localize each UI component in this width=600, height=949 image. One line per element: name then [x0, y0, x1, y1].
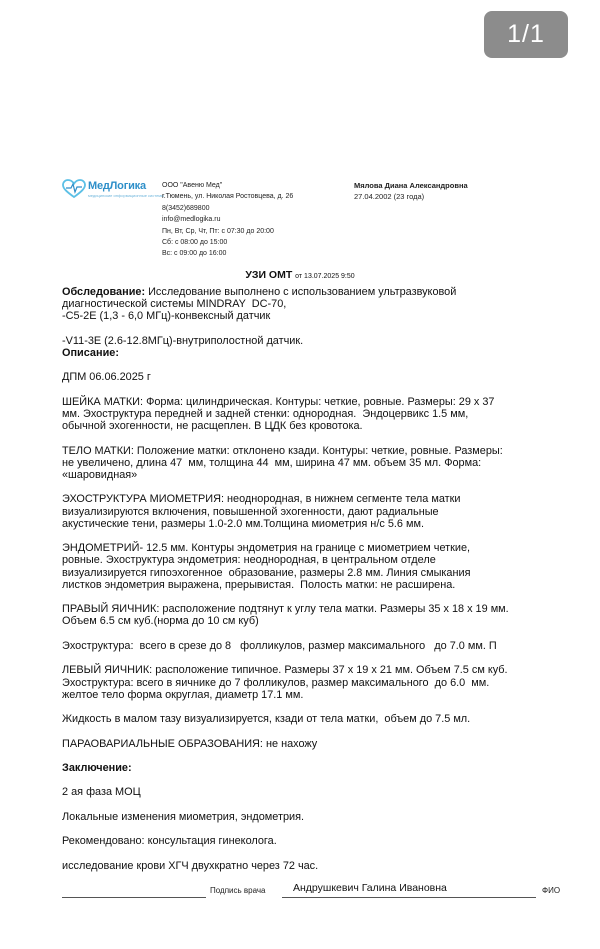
report-line [62, 445, 562, 457]
clinic-info [162, 180, 293, 260]
report-line-text: -C5-2E (1,3 - 6,0 МГц)-конвексный датчик [62, 310, 271, 323]
report-line-text: листков эндометрия выражена, прерывистая. Полость матки: не расширена. [62, 578, 456, 591]
clinic-info-line: Вс: с 09:00 до 16:00 [162, 250, 227, 258]
doctor-name: Андрушкевич Галина Ивановна [293, 882, 447, 894]
report-line-text: Локальные изменения миометрия, эндометрия. [62, 810, 305, 823]
doctor-name-line [282, 897, 536, 898]
report-line [62, 786, 562, 798]
patient-name: Мялова Диана Александровна [354, 181, 468, 190]
report-line-text: ШЕЙКА МАТКИ: Форма: цилиндрическая. Контуры: четкие, ровные. Размеры: 29 х 37 [62, 395, 495, 408]
logo-name: МедЛогика [88, 180, 146, 192]
report-line-text: Жидкость в малом тазу визуализируется, кзади от тела матки, объем до 7.5 мл. [62, 713, 471, 726]
patient-dob: 27.04.2002 (23 года) [354, 192, 425, 202]
report-line [62, 701, 562, 713]
report-line [62, 652, 562, 664]
report-date: от 13.07.2025 9:50 [295, 273, 355, 280]
report-line-text: Рекомендовано: консультация гинеколога. [62, 835, 277, 848]
report-line-text: визуализируются включения, повышенной эхогенности, дают радиальные [62, 505, 439, 518]
report-body [62, 286, 562, 872]
report-line [62, 396, 562, 408]
report-line [62, 481, 562, 493]
report-line [62, 347, 562, 359]
report-line-text: желтое тело форма округлая, диаметр 17.1 мм. [62, 688, 304, 701]
report-line [62, 799, 562, 811]
report-line [62, 811, 562, 823]
report-line [62, 847, 562, 859]
heart-logo-icon [62, 179, 86, 199]
report-line [62, 725, 562, 737]
report-line [62, 359, 562, 371]
section-label: Описание: [62, 347, 119, 360]
clinic-logo [62, 178, 164, 202]
report-line-text: ЛЕВЫЙ ЯИЧНИК: расположение типичное. Размеры 37 х 19 х 21 мм. Объем 7.5 см куб. [62, 664, 508, 677]
report-line [62, 518, 562, 530]
report-line [62, 823, 562, 835]
report-line-text: обычной эхогенности, не расщеплен. В ЦДК без кровотока. [62, 420, 363, 433]
clinic-info-line: Сб: с 08:00 до 15:00 [162, 239, 228, 247]
report-line [62, 567, 562, 579]
report-line [62, 762, 562, 774]
report-line [62, 335, 562, 347]
report-line [62, 469, 562, 481]
report-title [0, 269, 600, 281]
report-line-text: ТЕЛО МАТКИ: Положение матки: отклонено кзади. Контуры: четкие, ровные. Размеры: [62, 444, 503, 457]
report-line [62, 310, 562, 322]
report-line [62, 713, 562, 725]
page-indicator: 1/1 [484, 11, 568, 58]
report-line [62, 384, 562, 396]
report-line [62, 603, 562, 615]
report-line [62, 408, 562, 420]
report-line-text: -V11-3E (2.6-12.8МГц)-внутриполостной датчик. [62, 334, 304, 347]
report-line [62, 835, 562, 847]
fio-label: ФИО [542, 886, 561, 895]
signature-label: Подпись врача [210, 886, 266, 895]
report-line [62, 457, 562, 469]
report-line-text: Эхоструктура: всего в срезе до 8 фолликулов, размер максимального до 7.0 мм. П [62, 639, 497, 652]
report-line [62, 371, 562, 383]
report-line [62, 774, 562, 786]
report-line [62, 542, 562, 554]
report-line [62, 750, 562, 762]
report-line [62, 530, 562, 542]
report-line-text: ПАРАОВАРИАЛЬНЫЕ ОБРАЗОВАНИЯ: не нахожу [62, 737, 318, 750]
report-line-text: не увеличено, длина 47 мм, толщина 44 мм, ширина 47 мм. объем 35 мл. Форма: [62, 456, 482, 469]
report-line [62, 298, 562, 310]
section-label: Обследование: [62, 286, 146, 298]
report-line-text: Объем 6.5 см куб.(норма до 10 см куб) [62, 615, 259, 628]
report-line [62, 628, 562, 640]
report-line-text: 2 ая фаза МОЦ [62, 786, 141, 799]
report-line [62, 506, 562, 518]
report-line [62, 860, 562, 872]
report-line-text: диагностической системы MINDRAY DC-70, [62, 298, 287, 311]
report-line [62, 579, 562, 591]
report-line-text: ДПМ 06.06.2025 г [62, 371, 151, 384]
report-line-text: «шаровидная» [62, 469, 138, 482]
report-line [62, 640, 562, 652]
report-line-text: ровные. Эхоструктура эндометрия: неоднородная, в центральном отделе [62, 554, 436, 567]
section-label: Заключение: [62, 761, 132, 774]
report-line-text: акустические тени, размеры 1.0-2.0 мм.Толщина миометрия н/с 5.6 мм. [62, 517, 424, 530]
report-line [62, 689, 562, 701]
report-line [62, 591, 562, 603]
report-title-text: УЗИ ОМТ [245, 269, 293, 281]
patient-info [354, 180, 468, 203]
report-line-text: ЭХОСТРУКТУРА МИОМЕТРИЯ: неоднородная, в нижнем сегменте тела матки [62, 493, 461, 506]
report-line [62, 420, 562, 432]
report-line [62, 323, 562, 335]
report-line [62, 554, 562, 566]
clinic-info-line: Пн, Вт, Ср, Чт, Пт: с 07:30 до 20:00 [162, 227, 274, 235]
report-line [62, 286, 562, 298]
report-line-text: ПРАВЫЙ ЯИЧНИК: расположение подтянут к углу тела матки. Размеры 35 х 18 х 19 мм. [62, 603, 509, 616]
clinic-info-line: ООО "Авеню Мед" [162, 182, 223, 189]
signature-line [62, 897, 206, 898]
clinic-info-line: г.Тюмень, ул. Николая Ростовцева, д. 26 [162, 193, 294, 201]
report-line [62, 432, 562, 444]
report-line-text: Эхоструктура: всего в яичнике до 7 фолликулов, размер максимального до 6.0 мм. [62, 676, 490, 689]
clinic-info-line: 8(3452)689800 [162, 204, 210, 212]
report-line-text: мм. Эхоструктура передней и задней стенки: однородная. Эндоцервикс 1.5 мм, [62, 408, 469, 421]
report-line-text: ЭНДОМЕТРИЙ- 12.5 мм. Контуры эндометрия на границе с миометрием четкие, [62, 542, 471, 555]
report-line [62, 738, 562, 750]
logo-tagline: медицинские информационные системы [88, 193, 164, 198]
clinic-info-line: info@medlogika.ru [162, 216, 221, 224]
report-line-text: визуализируется гипоэхогенное образование, размеры 2.8 мм. Линия смыкания [62, 566, 471, 579]
report-line [62, 664, 562, 676]
report-line [62, 677, 562, 689]
report-line-text: исследование крови ХГЧ двухкратно через 72 час. [62, 859, 319, 872]
report-line-text: Исследование выполнено с использованием ультразвуковой [145, 286, 457, 298]
report-line [62, 493, 562, 505]
report-line [62, 615, 562, 627]
